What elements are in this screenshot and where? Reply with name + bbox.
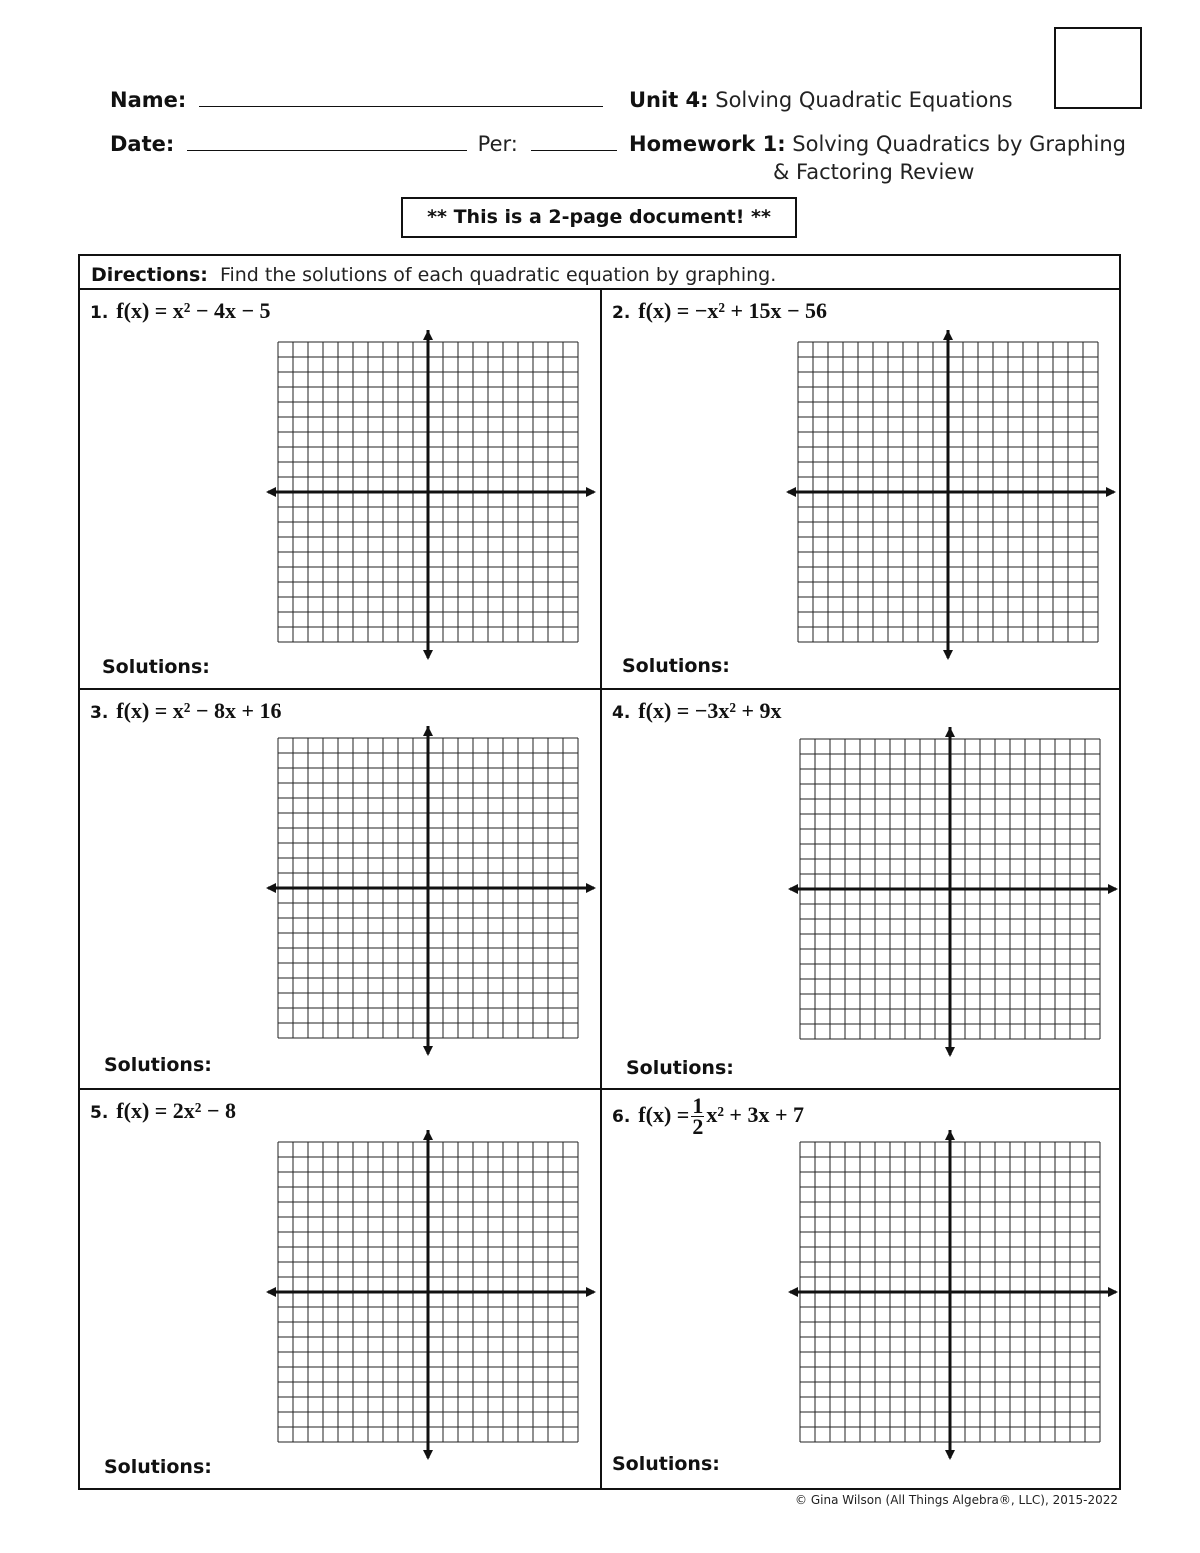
axis-arrow-icon bbox=[586, 487, 596, 497]
homework-title-line1: Solving Quadratics by Graphing bbox=[792, 132, 1126, 156]
unit-label: Unit 4: bbox=[629, 88, 709, 112]
problem-cell-2 bbox=[602, 290, 1119, 690]
axis-arrow-icon bbox=[266, 883, 276, 893]
coordinate-grid[interactable] bbox=[266, 330, 602, 664]
date-field[interactable] bbox=[187, 132, 467, 151]
problem-2-statement bbox=[612, 298, 827, 324]
problem-number: 1. bbox=[90, 303, 109, 323]
problem-number: 5. bbox=[90, 1103, 109, 1123]
directions-label: Directions: bbox=[91, 264, 208, 286]
homework-heading bbox=[629, 131, 1126, 157]
name-row bbox=[110, 87, 603, 113]
problem-equation: f(x) = 2x² − 8 bbox=[116, 1098, 236, 1123]
solutions-label: Solutions: bbox=[102, 656, 210, 678]
coordinate-grid[interactable] bbox=[788, 727, 1124, 1061]
problem-equation: f(x) = −3x² + 9x bbox=[638, 698, 782, 723]
axis-arrow-icon bbox=[423, 1130, 433, 1140]
problem-cell-1 bbox=[80, 290, 602, 690]
axis-arrow-icon bbox=[943, 650, 953, 660]
coordinate-grid[interactable] bbox=[786, 330, 1122, 664]
axis-arrow-icon bbox=[423, 330, 433, 340]
problem-number: 6. bbox=[612, 1107, 631, 1127]
axis-arrow-icon bbox=[423, 1046, 433, 1056]
axis-arrow-icon bbox=[266, 487, 276, 497]
problem-5-statement bbox=[90, 1098, 236, 1124]
problem-equation: f(x) = x² − 4x − 5 bbox=[116, 298, 271, 323]
solutions-label: Solutions: bbox=[622, 655, 730, 677]
axis-arrow-icon bbox=[423, 726, 433, 736]
copyright: © Gina Wilson (All Things Algebra®, LLC), 2015-2022 bbox=[795, 1493, 1118, 1507]
score-box[interactable] bbox=[1054, 27, 1142, 109]
solutions-label: Solutions: bbox=[104, 1054, 212, 1076]
axis-arrow-icon bbox=[945, 1047, 955, 1057]
axis-arrow-icon bbox=[586, 1287, 596, 1297]
coordinate-grid[interactable] bbox=[788, 1130, 1124, 1464]
solutions-label: Solutions: bbox=[104, 1456, 212, 1478]
homework-title-line2: & Factoring Review bbox=[773, 160, 975, 184]
axis-arrow-icon bbox=[945, 1450, 955, 1460]
unit-heading bbox=[629, 87, 1013, 113]
axis-arrow-icon bbox=[586, 883, 596, 893]
axis-arrow-icon bbox=[1106, 487, 1116, 497]
fraction-numerator: 1 bbox=[692, 1093, 704, 1118]
problem-equation-lhs: f(x) = bbox=[638, 1102, 690, 1127]
problem-1-statement bbox=[90, 298, 270, 324]
coordinate-grid[interactable] bbox=[266, 1130, 602, 1464]
axis-arrow-icon bbox=[1108, 1287, 1118, 1297]
homework-label: Homework 1: bbox=[629, 132, 786, 156]
axis-arrow-icon bbox=[945, 1130, 955, 1140]
date-row bbox=[110, 131, 617, 157]
solutions-label: Solutions: bbox=[612, 1453, 720, 1475]
axis-arrow-icon bbox=[788, 884, 798, 894]
directions-text: Find the solutions of each quadratic equation by graphing. bbox=[219, 264, 777, 286]
name-field[interactable] bbox=[199, 88, 603, 107]
axis-arrow-icon bbox=[788, 1287, 798, 1297]
fraction bbox=[691, 1093, 704, 1139]
problem-4-statement bbox=[612, 698, 781, 724]
axis-arrow-icon bbox=[423, 1450, 433, 1460]
problem-cell-6 bbox=[602, 1090, 1119, 1488]
axis-arrow-icon bbox=[423, 650, 433, 660]
period-field[interactable] bbox=[531, 132, 617, 151]
problem-cell-4 bbox=[602, 690, 1119, 1090]
name-label: Name: bbox=[110, 88, 187, 112]
directions-row bbox=[80, 256, 1119, 290]
problem-equation: f(x) = −x² + 15x − 56 bbox=[638, 298, 828, 323]
axis-arrow-icon bbox=[266, 1287, 276, 1297]
problem-equation: f(x) = x² − 8x + 16 bbox=[116, 698, 282, 723]
problem-number: 3. bbox=[90, 703, 109, 723]
problem-3-statement bbox=[90, 698, 281, 724]
coordinate-grid[interactable] bbox=[266, 726, 602, 1060]
axis-arrow-icon bbox=[786, 487, 796, 497]
problem-cell-3 bbox=[80, 690, 602, 1090]
worksheet-table bbox=[78, 254, 1121, 1490]
unit-title: Solving Quadratic Equations bbox=[715, 88, 1013, 112]
date-label: Date: bbox=[110, 132, 175, 156]
two-page-note: ** This is a 2-page document! ** bbox=[401, 197, 797, 238]
problem-cell-5 bbox=[80, 1090, 602, 1488]
axis-arrow-icon bbox=[943, 330, 953, 340]
problem-number: 4. bbox=[612, 703, 631, 723]
axis-arrow-icon bbox=[1108, 884, 1118, 894]
problem-number: 2. bbox=[612, 303, 631, 323]
problem-6-statement bbox=[612, 1093, 804, 1139]
axis-arrow-icon bbox=[945, 727, 955, 737]
problem-equation-rhs: x² + 3x + 7 bbox=[706, 1102, 804, 1127]
solutions-label: Solutions: bbox=[626, 1057, 734, 1079]
per-label: Per: bbox=[477, 132, 518, 156]
fraction-denominator: 2 bbox=[692, 1114, 704, 1139]
